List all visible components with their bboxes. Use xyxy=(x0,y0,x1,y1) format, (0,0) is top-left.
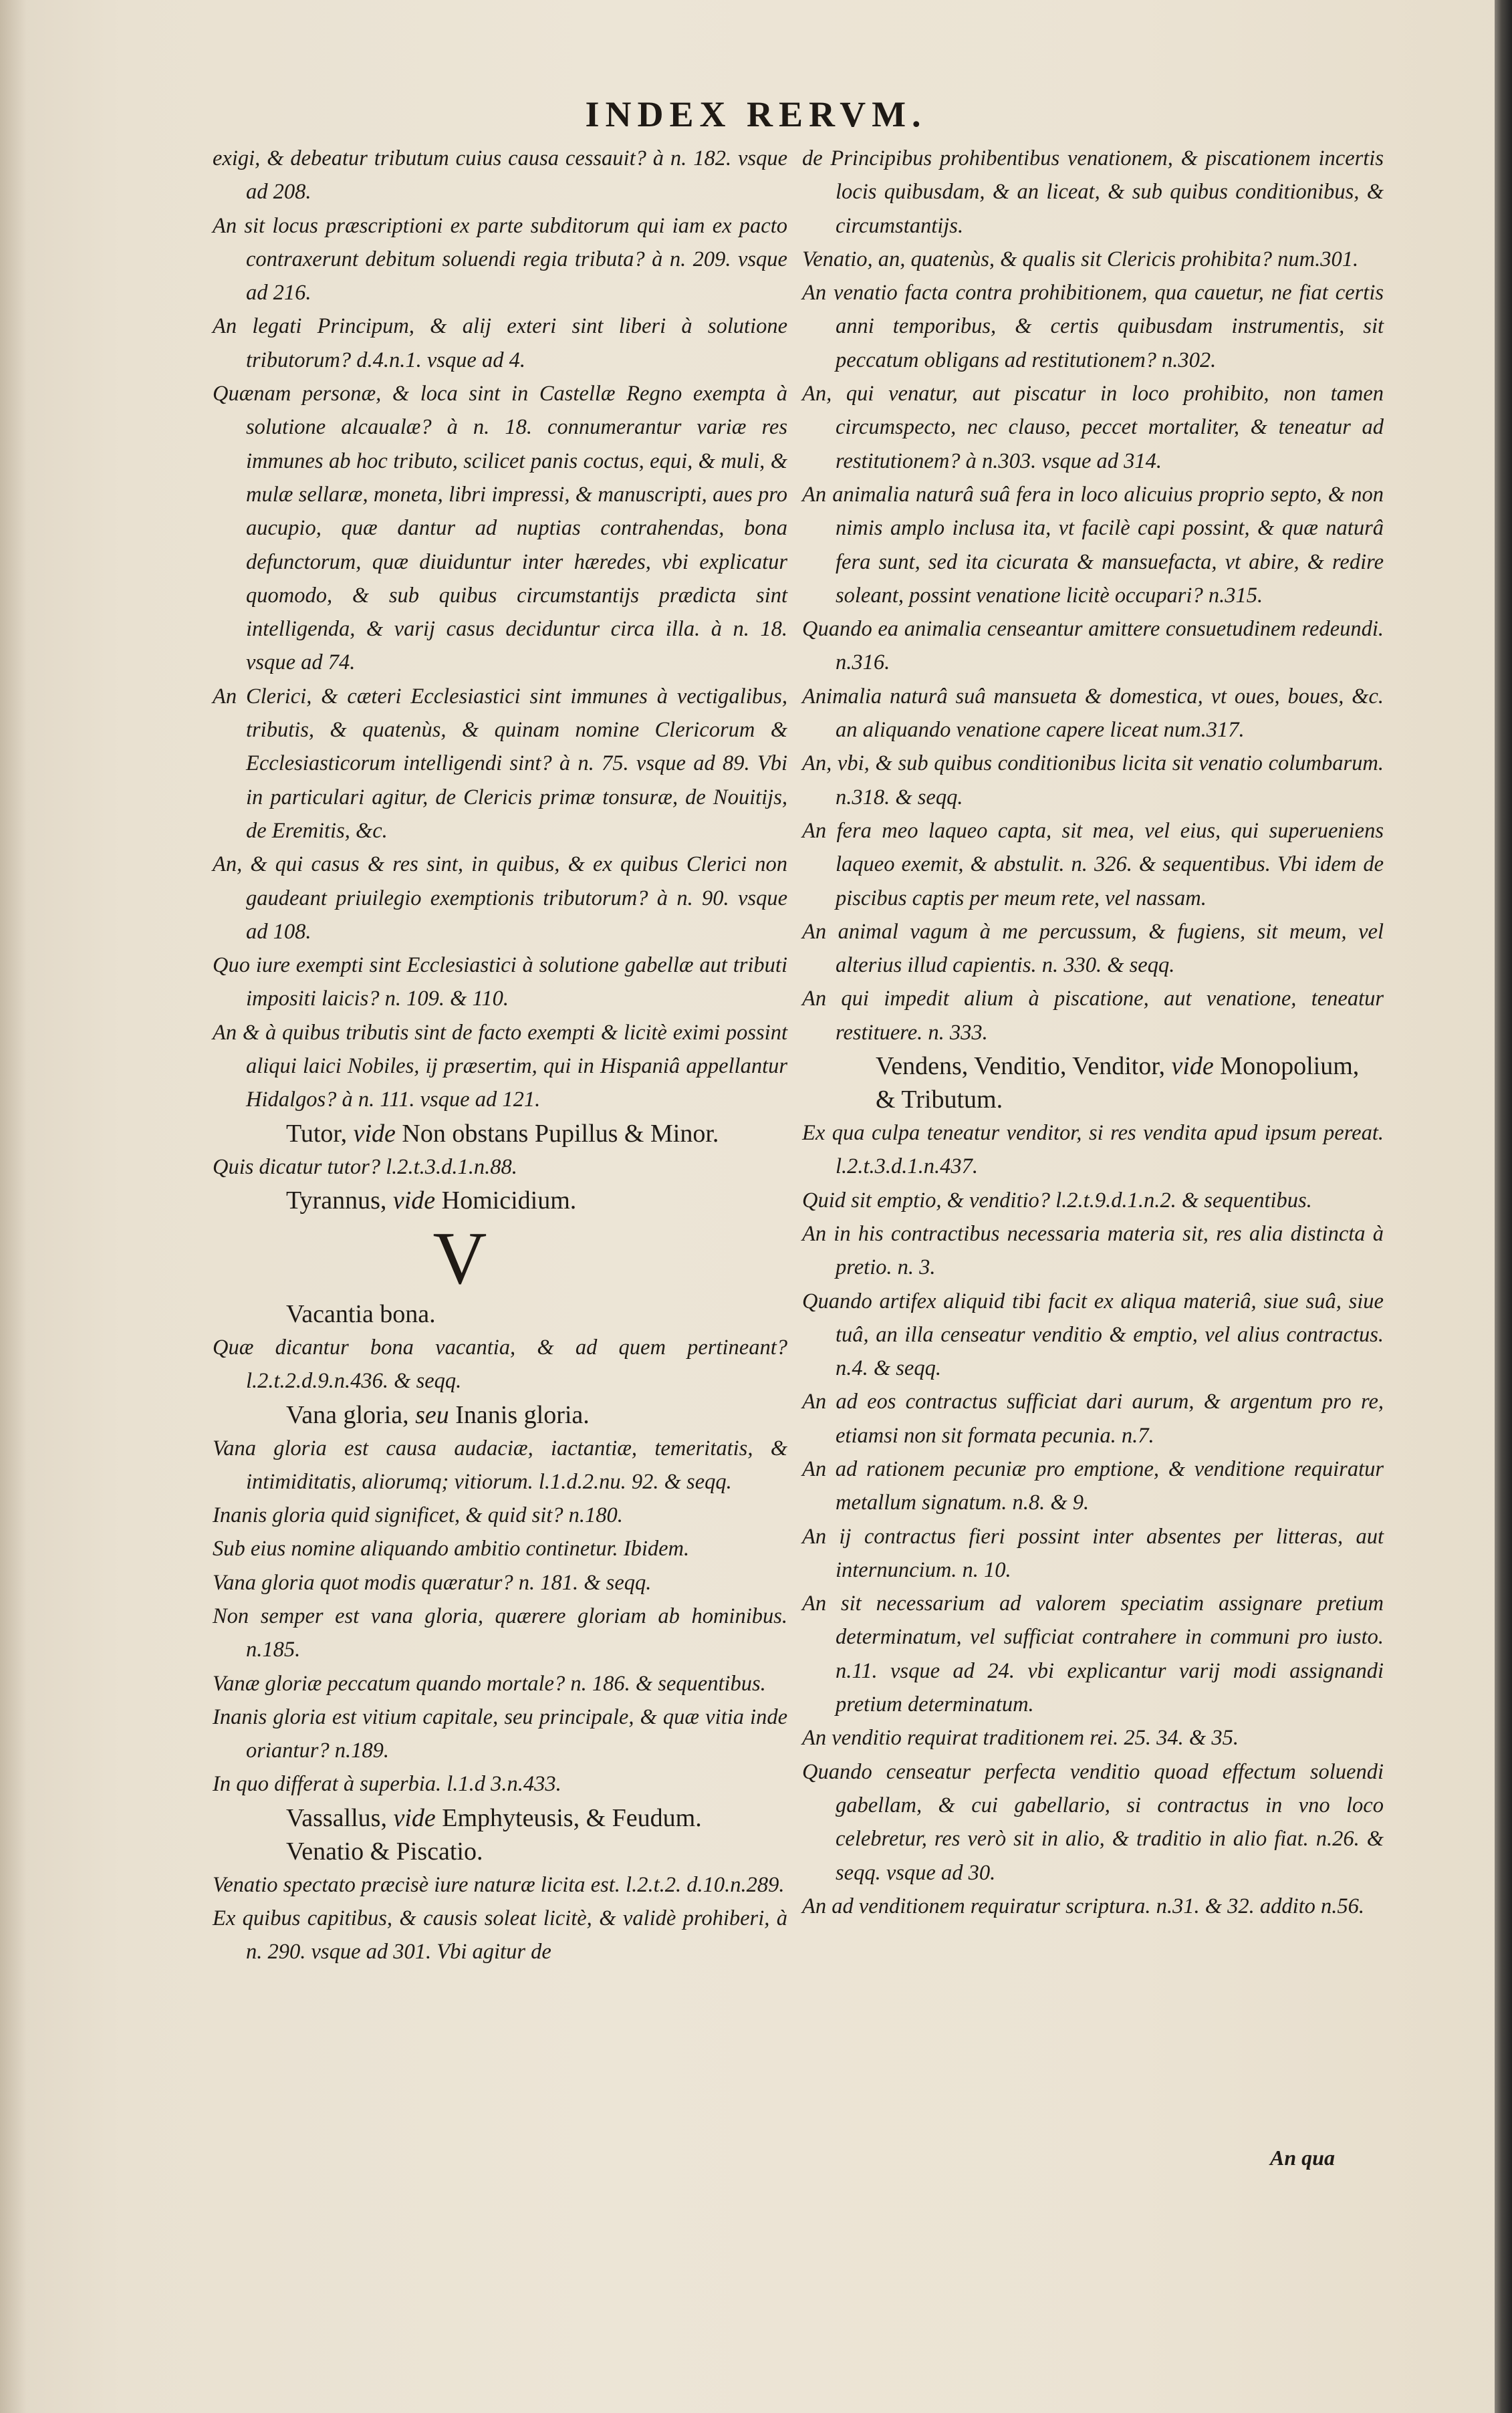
index-heading xyxy=(213,1398,787,1432)
index-entry: Quænam personæ, & loca sint in Castellæ Regno exempta à solutione alcaualæ? à n. 18. connumerantur variæ res immunes ab hoc tributo, scilicet panis coctus, equi, & muli, & mulæ sellaræ, moneta, libri impressi, & manuscripti, aues pro aucupio, quæ dantur ad nuptias contrahendas, bona defunctorum, quæ diuiduntur inter hæredes, vbi explicatur quomodo, & sub quibus circumstantijs prædicta sint intelligenda, & varij casus deciduntur circa illa. à n. 18. vsque ad 74. xyxy=(213,382,787,675)
index-entry: An, & qui casus & res sint, in quibus, & ex quibus Clerici non gaudeant priuilegio exemptionis tributorum? à n. 90. vsque ad 108. xyxy=(213,852,787,944)
cross-ref-word: vide xyxy=(392,1186,436,1215)
index-entry: de Principibus prohibentibus venationem, & piscationem incertis locis quibusdam, & an liceat, & sub quibus conditionibus, & circumstantijs. xyxy=(802,146,1384,238)
heading-term: Vassallus, xyxy=(286,1803,387,1832)
index-entry: An ad eos contractus sufficiat dari aurum, & argentum pro re, etiamsi non sit formata pecunia. n.7. xyxy=(802,1390,1384,1448)
index-entry: An, vbi, & sub quibus conditionibus licita sit venatio columbarum. n.318. & seqq. xyxy=(802,751,1384,809)
heading-term: Tyrannus, xyxy=(286,1186,387,1215)
index-entry: An & à quibus tributis sint de facto exempti & licitè eximi possint aliqui laici Nobiles, ij præsertim, qui in Hispaniâ appellantur Hidalgos? à n. 111. vsque ad 121. xyxy=(213,1020,787,1112)
heading-term: Tutor, xyxy=(286,1119,348,1148)
heading-term: Vana gloria, xyxy=(286,1400,409,1429)
index-entry: An venditio requirat traditionem rei. 25. 34. & 35. xyxy=(802,1726,1239,1751)
cross-ref-target: Emphyteusis, & Feudum. xyxy=(442,1803,702,1832)
index-entry: An animalia naturâ suâ fera in loco alicuius proprio septo, & non nimis amplo inclusa ita, vt facilè capi possint, & quæ naturâ fera sunt, sed ita cicurata & mansuefacta, vt abire, & redire soleant, possint venatione licitè occupari? n.315. xyxy=(802,482,1384,608)
index-entry: Vana gloria est causa audaciæ, iactantiæ, temeritatis, & intimiditatis, aliorumq; vitiorum. l.1.d.2.nu. 92. & seqq. xyxy=(213,1436,787,1494)
cross-ref-word: vide xyxy=(1171,1052,1214,1081)
index-heading xyxy=(802,1049,1384,1116)
left-column xyxy=(213,142,787,1969)
index-entry: Sub eius nomine aliquando ambitio continetur. Ibidem. xyxy=(213,1537,690,1561)
cross-ref-target: Non obstans Pupillus & Minor. xyxy=(402,1119,719,1148)
index-entry: An fera meo laqueo capta, sit mea, vel eius, qui superueniens laqueo exemit, & abstulit. n. 326. & sequentibus. Vbi idem de piscibus captis per meum rete, vel nassam. xyxy=(802,818,1384,910)
index-entry: Quando censeatur perfecta venditio quoad effectum soluendi gabellam, & cui gabellario, si contractus in vno loco celebretur, res verò sit in alio, & traditio in alio fiat. n.26. & seqq. vsque ad 30. xyxy=(802,1759,1384,1885)
index-entry: An ad venditionem requiratur scriptura. n.31. & 32. addito n.56. xyxy=(802,1894,1365,1918)
index-entry: Quando artifex aliquid tibi facit ex aliqua materiâ, siue suâ, siue tuâ, an illa censeatur venditio & emptio, vel alius contractus. n.4. & seqq. xyxy=(802,1289,1384,1381)
index-entry: An qui impedit alium à piscatione, aut venatione, teneatur restituere. n. 333. xyxy=(802,987,1384,1045)
index-entry: exigi, & debeatur tributum cuius causa cessauit? à n. 182. vsque ad 208. xyxy=(213,146,787,205)
cross-ref-word: seu xyxy=(415,1400,449,1429)
index-entry: Ex qua culpa teneatur venditor, si res vendita apud ipsum pereat. l.2.t.3.d.1.n.437. xyxy=(802,1121,1384,1179)
index-entry: Vana gloria quot modis quæratur? n. 181. & seqq. xyxy=(213,1570,652,1595)
index-entry: Venatio, an, quatenùs, & qualis sit Clericis prohibita? num.301. xyxy=(802,247,1359,271)
heading-term: Vendens, Venditio, Venditor, xyxy=(876,1052,1165,1081)
index-entry: An legati Principum, & alij exteri sint liberi à solutione tributorum? d.4.n.1. vsque ad 4. xyxy=(213,314,787,372)
index-entry: An sit locus præscriptioni ex parte subditorum qui iam ex pacto contraxerunt debitum soluendi regia tributa? à n. 209. vsque ad 216. xyxy=(213,213,787,305)
gutter-shadow xyxy=(0,0,27,2413)
cross-ref-target: Homicidium. xyxy=(441,1186,577,1215)
index-entry: Quid sit emptio, & venditio? l.2.t.9.d.1.n.2. & sequentibus. xyxy=(802,1188,1312,1213)
index-entry: An, qui venatur, aut piscatur in loco prohibito, non tamen circumspecto, nec clauso, peccet mortaliter, & teneatur ad restitutionem? à n.303. vsque ad 314. xyxy=(802,382,1384,473)
running-head: INDEX RERVM. xyxy=(585,94,927,134)
index-entry: Quando ea animalia censeantur amittere consuetudinem redeundi. n.316. xyxy=(802,617,1384,675)
index-heading xyxy=(213,1184,787,1217)
index-entry: An ad rationem pecuniæ pro emptione, & venditione requiratur metallum signatum. n.8. & 9. xyxy=(802,1456,1384,1515)
catchword: An qua xyxy=(1270,2146,1335,2170)
cross-ref-target: Monopolium, & Tributum. xyxy=(876,1052,1360,1114)
index-entry: An Clerici, & cæteri Ecclesiastici sint immunes à vectigalibus, tributis, & quatenùs, & quinam nomine Clericorum & Ecclesiasticorum intelligendi sint? à n. 75. vsque ad 89. Vbi in particulari agitur, de Clericis primæ tonsuræ, de Nouitijs, de Eremitis, &c. xyxy=(213,684,787,843)
index-heading xyxy=(213,1801,787,1835)
cross-ref-word: vide xyxy=(353,1119,396,1148)
index-entry: Inanis gloria est vitium capitale, seu principale, & quæ vitia inde oriantur? n.189. xyxy=(213,1704,787,1763)
index-entry: Quis dicatur tutor? l.2.t.3.d.1.n.88. xyxy=(213,1154,517,1179)
index-entry: In quo differat à superbia. l.1.d 3.n.433. xyxy=(213,1772,561,1797)
page-edge xyxy=(1495,0,1512,2413)
index-heading xyxy=(213,1297,787,1331)
index-entry: An sit necessarium ad valorem speciatim assignare pretium determinatum, vel sufficiat contrahere in communi pro iusto. n.11. vsque ad 24. vbi explicantur varij modi assignandi pretium determinatum. xyxy=(802,1592,1384,1717)
cross-ref-word: vide xyxy=(393,1803,436,1832)
index-heading xyxy=(213,1835,787,1868)
index-entry: An animal vagum à me percussum, & fugiens, sit meum, vel alterius illud capientis. n. 330. & seqq. xyxy=(802,919,1384,978)
index-entry: Animalia naturâ suâ mansueta & domestica, vt oues, boues, &c. an aliquando venatione capere liceat num.317. xyxy=(802,684,1384,743)
index-heading xyxy=(213,1117,787,1150)
index-entry: Quæ dicantur bona vacantia, & ad quem pertineant? l.2.t.2.d.9.n.436. & seqq. xyxy=(213,1335,787,1394)
section-letter: V xyxy=(432,1217,487,1300)
heading-term: Vacantia bona. xyxy=(286,1299,436,1328)
index-entry: Inanis gloria quid significet, & quid sit? n.180. xyxy=(213,1503,623,1528)
heading-term: Venatio & Piscatio. xyxy=(286,1837,483,1866)
index-entry: Ex quibus capitibus, & causis soleat licitè, & validè prohiberi, à n. 290. vsque ad 301. Vbi agitur de xyxy=(213,1906,787,1964)
index-entry: Venatio spectato præcisè iure naturæ licita est. l.2.t.2. d.10.n.289. xyxy=(213,1872,785,1897)
index-entry: An in his contractibus necessaria materia sit, res alia distincta à pretio. n. 3. xyxy=(802,1221,1384,1280)
index-entry: An ij contractus fieri possint inter absentes per litteras, aut internuncium. n. 10. xyxy=(802,1524,1384,1582)
cross-ref-target: Inanis gloria. xyxy=(455,1400,590,1429)
index-entry: Non semper est vana gloria, quærere gloriam ab hominibus. n.185. xyxy=(213,1604,787,1662)
index-entry: An venatio facta contra prohibitionem, qua cauetur, ne fiat certis anni temporibus, & certis quibusdam instrumentis, sit peccatum obligans ad restitutionem? n.302. xyxy=(802,281,1384,372)
index-entry: Quo iure exempti sint Ecclesiastici à solutione gabellæ aut tributi impositi laicis? n. 109. & 110. xyxy=(213,953,787,1011)
index-entry: Vanæ gloriæ peccatum quando mortale? n. 186. & sequentibus. xyxy=(213,1671,766,1696)
right-column xyxy=(802,142,1384,1923)
